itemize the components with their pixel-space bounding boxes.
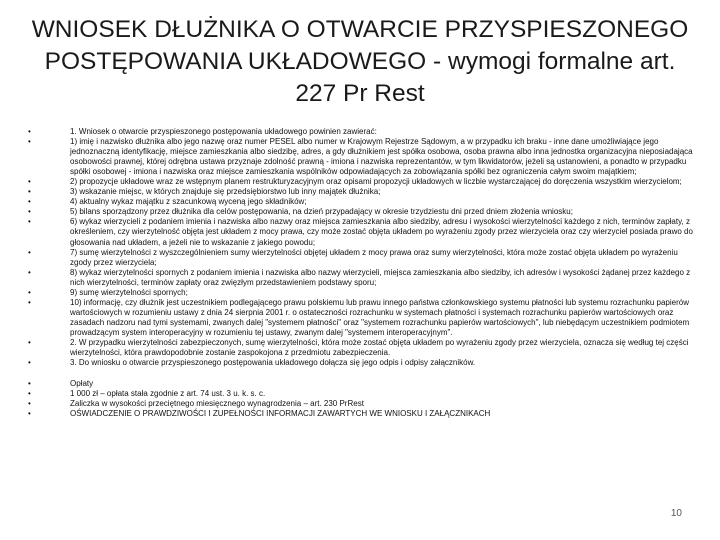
- bullet-icon: •: [28, 297, 31, 307]
- list-item-text: 1) imię i nazwisko dłużnika albo jego nazwę oraz numer PESEL albo numer w Krajowym Rejestrze Sądowym, a w przypadku ich braku - inne dane umożliwiające jego jednoznaczną identyfikację, miejsce zamieszkania albo siedzibę, adres, a gdy dłużnikiem jest spółka osobowa, osoba prawna albo inna jednostka organizacyjna nieposiadająca osobowości prawnej, której odrębna ustawa przyznaje zdolność prawną - imiona i nazwiska reprezentantów, w tym likwidatorów, jeżeli są ustanowieni, a ponadto w przypadku spółki osobowej - imiona i nazwiska oraz miejsce zamieszkania wspólników odpowiadających za zobowiązania spółki bez ograniczenia całym swoim majątkiem;: [70, 137, 693, 177]
- bullet-icon: •: [28, 267, 31, 277]
- list-item-text: 1 000 zł – opłata stała zgodnie z art. 74 ust. 3 u. k. s. c.: [70, 389, 266, 399]
- list-item: [28, 268, 700, 288]
- list-item-text: 9) sumę wierzytelności spornych;: [70, 287, 188, 297]
- list-item: [28, 127, 700, 137]
- list-item: [28, 187, 700, 197]
- title-line: WNIOSEK DŁUŻNIKA O OTWARCIE PRZYSPIESZONEGO: [31, 16, 689, 43]
- bullet-icon: •: [28, 409, 31, 419]
- list-item-text: 10) informację, czy dłużnik jest uczestnikiem podlegającego prawu polskiemu lub prawu innego państwa członkowskiego systemu płatności lub systemu rozrachunku papierów wartościowych w rozumieniu ustawy z dnia 24 sierpnia 2001 r. o ostateczności rozrachunku w systemach płatności i systemach rozrachunku papierów wartościowych oraz zasadach nadzoru nad tymi systemami, zwanych dalej "systemem płatności" oraz "systemem rozrachunku papierów wartościowych", lub niebędącym uczestnikiem podmiotem prowadzącym system interoperacyjny w rozumieniu tej ustawy, zwanym dalej "systemem interoperacyjnym".: [70, 297, 690, 337]
- requirements-list: [28, 127, 700, 419]
- bullet-icon: •: [28, 399, 31, 409]
- bullet-icon: •: [28, 127, 31, 136]
- list-item-text: Zaliczka w wysokości przeciętnego miesięcznego wynagrodzenia – art. 230 PrRest: [70, 399, 364, 409]
- list-item: [28, 248, 700, 268]
- bullet-icon: •: [28, 379, 31, 389]
- bullet-icon: •: [28, 389, 31, 399]
- bullet-icon: •: [28, 187, 31, 197]
- list-item: [28, 177, 700, 187]
- bullet-icon: •: [28, 197, 31, 207]
- title-line: POSTĘPOWANIA UKŁADOWEGO - wymogi formalne art.: [44, 48, 676, 75]
- list-item: [28, 207, 700, 217]
- list-item-text: 8) wykaz wierzytelności spornych z podaniem imienia i nazwiska albo nazwy wierzycieli, miejsca zamieszkania albo siedziby, ich adresów i wysokości żądanej przez każdego z nich wierzytelności, terminów zapłaty oraz zwięzłym przedstawieniem podstawy sporu;: [70, 267, 691, 287]
- list-item-text: OŚWIADCZENIE O PRAWDZIWOŚCI I ZUPEŁNOŚCI INFORMACJI ZAWARTYCH WE WNIOSKU I ZAŁĄCZNIKACH: [70, 409, 491, 419]
- bullet-icon: •: [28, 337, 31, 347]
- bullet-icon: •: [28, 247, 31, 257]
- bullet-icon: •: [28, 358, 31, 368]
- bullet-icon: •: [28, 137, 31, 147]
- list-item: [28, 338, 700, 358]
- list-item-text: 3. Do wniosku o otwarcie przyspieszonego postępowania układowego dołącza się jego odpis i odpisy załączników.: [70, 358, 476, 368]
- list-item-text: 1. Wniosek o otwarcie przyspieszonego postępowania układowego powinien zawierać:: [70, 127, 377, 136]
- list-item: [28, 197, 700, 207]
- bullet-icon: •: [28, 217, 31, 227]
- list-item-text: 7) sumę wierzytelności z wyszczególnieniem sumy wierzytelności objętej układem z mocy prawa oraz sumy wierzytelności, która może zostać objęta układem po wyrażeniu zgody przez wierzyciela;: [70, 247, 678, 267]
- list-item: [28, 298, 700, 338]
- list-item-text: 4) aktualny wykaz majątku z szacunkową wyceną jego składników;: [70, 197, 307, 207]
- list-item-text: 6) wykaz wierzycieli z podaniem imienia i nazwiska albo nazwy oraz miejsca zamieszkania albo siedziby, adresu i wysokości wierzytelności każdego z nich, terminów zapłaty, z określeniem, czy wierzytelność objęta jest układem z mocy prawa, czy może zostać objęta układem po wyrażeniu zgody przez wierzyciela oraz czy wierzyciel posiada prawo do głosowania nad układem, a jeżeli nie to wskazanie z jakiego powodu;: [70, 217, 693, 247]
- bullet-icon: •: [28, 177, 31, 187]
- list-item-text: 2) propozycje układowe wraz ze wstępnym planem restrukturyzacyjnym oraz opisami propozycji układowych w liczbie wystarczającej do doręczenia wszystkim wierzycielom;: [70, 177, 682, 187]
- list-item: [28, 389, 700, 399]
- list-item: [28, 137, 700, 177]
- bullet-icon: •: [28, 287, 31, 297]
- list-item: [28, 358, 700, 368]
- page-number: 10: [670, 508, 682, 519]
- list-item: [28, 399, 700, 409]
- list-item: [28, 217, 700, 247]
- list-item-text: 3) wskazanie miejsc, w których znajduje się przedsiębiorstwo lub inny majątek dłużnika;: [70, 187, 381, 197]
- list-item: [28, 409, 700, 419]
- bullet-icon: •: [28, 207, 31, 217]
- list-item: [28, 288, 700, 298]
- list-item-text: Opłaty: [70, 379, 94, 389]
- list-item-text: 5) bilans sporządzony przez dłużnika dla celów postępowania, na dzień przypadający w okresie trzydziestu dni przed dniem złożenia wniosku;: [70, 207, 573, 217]
- list-item: [28, 379, 700, 389]
- title-line: 227 Pr Rest: [295, 80, 425, 107]
- list-item-text: 2. W przypadku wierzytelności zabezpieczonych, sumę wierzytelności, która może zostać objęta układem po wyrażeniu zgody przez wierzyciela, oznacza się według tej części wierzytelności, która prawdopodobnie zostanie zaspokojona z przedmiotu zabezpieczenia.: [70, 337, 689, 358]
- slide-title: [30, 14, 690, 110]
